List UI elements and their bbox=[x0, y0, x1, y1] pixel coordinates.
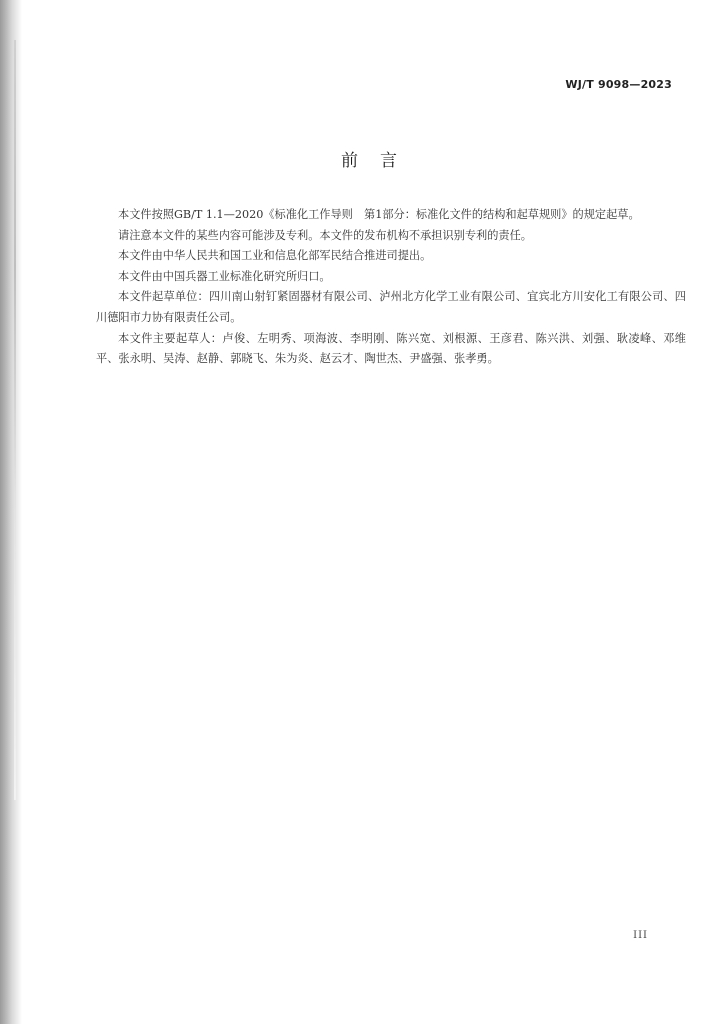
paragraph-drafting-rules: 本文件按照GB/T 1.1—2020《标准化工作导则 第1部分：标准化文件的结构和起草规则》的规定起草。 bbox=[118, 208, 640, 221]
foreword-body bbox=[96, 205, 686, 370]
paragraph-drafting-organizations: 本文件起草单位：四川南山射钉紧固器材有限公司、泸州北方化学工业有限公司、宜宾北方川安化工有限公司、四川德阳市力协有限责任公司。 bbox=[96, 290, 686, 324]
standard-number: WJ/T 9098—2023 bbox=[565, 78, 672, 91]
page-number: III bbox=[633, 930, 648, 941]
paragraph-technical-committee: 本文件由中国兵器工业标准化研究所归口。 bbox=[118, 269, 331, 283]
paragraph-proposer: 本文件由中华人民共和国工业和信息化部军民结合推进司提出。 bbox=[118, 249, 432, 263]
paragraph-main-drafters: 本文件主要起草人：卢俊、左明秀、项海波、李明刚、陈兴宽、刘根源、王彦君、陈兴洪、刘强、耿凌峰、邓维平、张永明、吴涛、赵静、郭晓飞、朱为炎、赵云才、陶世杰、尹盛强、张孝勇。 bbox=[96, 331, 686, 366]
paragraph-patent-notice: 请注意本文件的某些内容可能涉及专利。本文件的发布机构不承担识别专利的责任。 bbox=[118, 228, 532, 242]
page-title: 前言 bbox=[341, 151, 419, 171]
